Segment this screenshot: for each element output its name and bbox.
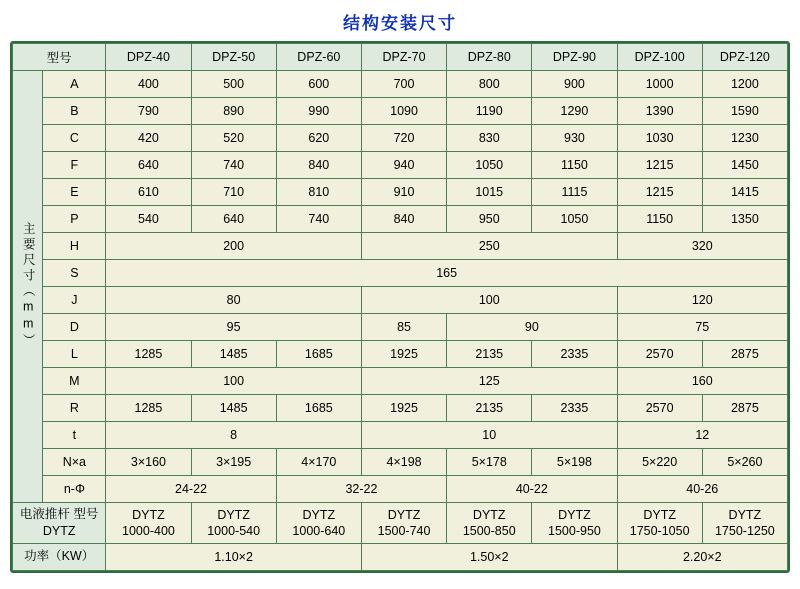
cell: 1215: [617, 152, 702, 179]
cell: 100: [361, 287, 617, 314]
cell: 1115: [532, 179, 617, 206]
structure-dimensions-table: [12, 43, 788, 571]
cell: 810: [276, 179, 361, 206]
table-header-row: [13, 44, 788, 71]
cell: 500: [191, 71, 276, 98]
power-row-label: 功率（KW）: [13, 544, 106, 571]
cell: 40-22: [447, 476, 617, 503]
cell: 5×260: [702, 449, 787, 476]
cell: 1215: [617, 179, 702, 206]
cell: 1685: [276, 341, 361, 368]
row-label: A: [43, 71, 106, 98]
cell: 1200: [702, 71, 787, 98]
cell: 8: [106, 422, 362, 449]
table-row: [13, 287, 788, 314]
table-row: [13, 476, 788, 503]
cell: DYTZ 1000-540: [191, 503, 276, 544]
cell: 1.50×2: [361, 544, 617, 571]
cell: 1485: [191, 395, 276, 422]
page-title: 结构安装尺寸: [343, 14, 457, 33]
cell: 1285: [106, 395, 191, 422]
cell: 1290: [532, 98, 617, 125]
cell: 32-22: [276, 476, 446, 503]
cell: 830: [447, 125, 532, 152]
cell: 840: [361, 206, 446, 233]
cell: 2570: [617, 341, 702, 368]
row-label: C: [43, 125, 106, 152]
row-label: n-Φ: [43, 476, 106, 503]
cell: 840: [276, 152, 361, 179]
cell: 3×160: [106, 449, 191, 476]
row-label: P: [43, 206, 106, 233]
row-label: J: [43, 287, 106, 314]
table-row: [13, 98, 788, 125]
cell: 1925: [361, 341, 446, 368]
cell: 740: [191, 152, 276, 179]
row-label: R: [43, 395, 106, 422]
cell: 2.20×2: [617, 544, 787, 571]
cell: DYTZ 1500-950: [532, 503, 617, 544]
cell: 2135: [447, 395, 532, 422]
cell: 1485: [191, 341, 276, 368]
cell: 75: [617, 314, 787, 341]
table-row: [13, 449, 788, 476]
cell: 600: [276, 71, 361, 98]
cell: 5×220: [617, 449, 702, 476]
model-header-7: DPZ-120: [702, 44, 787, 71]
cell: 5×178: [447, 449, 532, 476]
cell: 890: [191, 98, 276, 125]
cell: 1685: [276, 395, 361, 422]
model-header-0: DPZ-40: [106, 44, 191, 71]
cell: DYTZ 1000-400: [106, 503, 191, 544]
cell: 1285: [106, 341, 191, 368]
cell: 1925: [361, 395, 446, 422]
cell: 1000: [617, 71, 702, 98]
cell: 250: [361, 233, 617, 260]
cell: 520: [191, 125, 276, 152]
cell: 24-22: [106, 476, 276, 503]
cell: 400: [106, 71, 191, 98]
model-header-1: DPZ-50: [191, 44, 276, 71]
cell: 2875: [702, 341, 787, 368]
cell: 420: [106, 125, 191, 152]
table-row: [13, 152, 788, 179]
cell: 620: [276, 125, 361, 152]
table-row: [13, 260, 788, 287]
cell: 4×198: [361, 449, 446, 476]
table-row: [13, 125, 788, 152]
model-header-6: DPZ-100: [617, 44, 702, 71]
cell: 10: [361, 422, 617, 449]
cell: 1150: [617, 206, 702, 233]
cell: 5×198: [532, 449, 617, 476]
row-label: D: [43, 314, 106, 341]
cell: 1415: [702, 179, 787, 206]
model-header-5: DPZ-90: [532, 44, 617, 71]
table-row: [13, 422, 788, 449]
cell: 3×195: [191, 449, 276, 476]
cell: 165: [106, 260, 788, 287]
cell: DYTZ 1500-740: [361, 503, 446, 544]
cell: 950: [447, 206, 532, 233]
table-row: [13, 233, 788, 260]
table-row: [13, 368, 788, 395]
cell: DYTZ 1750-1050: [617, 503, 702, 544]
cell: 100: [106, 368, 362, 395]
table-row: [13, 341, 788, 368]
table-row: [13, 314, 788, 341]
cell: 4×170: [276, 449, 361, 476]
cell: 940: [361, 152, 446, 179]
dimensions-table-container: [10, 41, 790, 573]
cell: 125: [361, 368, 617, 395]
cell: 1050: [532, 206, 617, 233]
cell: 2335: [532, 395, 617, 422]
cell: 610: [106, 179, 191, 206]
row-label: t: [43, 422, 106, 449]
row-label: L: [43, 341, 106, 368]
cell: DYTZ 1750-1250: [702, 503, 787, 544]
cell: 1230: [702, 125, 787, 152]
cell: 1150: [532, 152, 617, 179]
row-label: E: [43, 179, 106, 206]
group-label-main-dimensions: 主要尺寸（mm）: [13, 71, 43, 503]
cell: 200: [106, 233, 362, 260]
cell: 85: [361, 314, 446, 341]
cell: 90: [447, 314, 617, 341]
cell: 1015: [447, 179, 532, 206]
cell: 2335: [532, 341, 617, 368]
cell: 800: [447, 71, 532, 98]
row-label: B: [43, 98, 106, 125]
cell: 12: [617, 422, 787, 449]
cell: 1350: [702, 206, 787, 233]
cell: 1030: [617, 125, 702, 152]
cell: 320: [617, 233, 787, 260]
power-row: [13, 544, 788, 571]
table-row: [13, 179, 788, 206]
row-label: F: [43, 152, 106, 179]
cell: 700: [361, 71, 446, 98]
table-row: [13, 71, 788, 98]
cell: 930: [532, 125, 617, 152]
cell: 2570: [617, 395, 702, 422]
cell: 1190: [447, 98, 532, 125]
row-label: S: [43, 260, 106, 287]
cell: 900: [532, 71, 617, 98]
cell: 640: [106, 152, 191, 179]
cell: 95: [106, 314, 362, 341]
cell: 720: [361, 125, 446, 152]
model-header-3: DPZ-70: [361, 44, 446, 71]
table-row: [13, 206, 788, 233]
cell: 1.10×2: [106, 544, 362, 571]
cell: 40-26: [617, 476, 787, 503]
cell: 640: [191, 206, 276, 233]
row-label: H: [43, 233, 106, 260]
cell: 2135: [447, 341, 532, 368]
cell: 1050: [447, 152, 532, 179]
cell: 1590: [702, 98, 787, 125]
dytz-row-label: 电液推杆 型号DYTZ: [13, 503, 106, 544]
cell: 1090: [361, 98, 446, 125]
model-header-2: DPZ-60: [276, 44, 361, 71]
cell: 160: [617, 368, 787, 395]
corner-label: 型号: [13, 44, 106, 71]
cell: 990: [276, 98, 361, 125]
cell: 540: [106, 206, 191, 233]
row-label: N×a: [43, 449, 106, 476]
cell: 910: [361, 179, 446, 206]
cell: 790: [106, 98, 191, 125]
cell: 80: [106, 287, 362, 314]
cell: 1390: [617, 98, 702, 125]
cell: 710: [191, 179, 276, 206]
row-label: M: [43, 368, 106, 395]
cell: 740: [276, 206, 361, 233]
cell: DYTZ 1500-850: [447, 503, 532, 544]
model-header-4: DPZ-80: [447, 44, 532, 71]
dytz-row: [13, 503, 788, 544]
cell: 2875: [702, 395, 787, 422]
table-row: [13, 395, 788, 422]
cell: 1450: [702, 152, 787, 179]
cell: 120: [617, 287, 787, 314]
cell: DYTZ 1000-640: [276, 503, 361, 544]
